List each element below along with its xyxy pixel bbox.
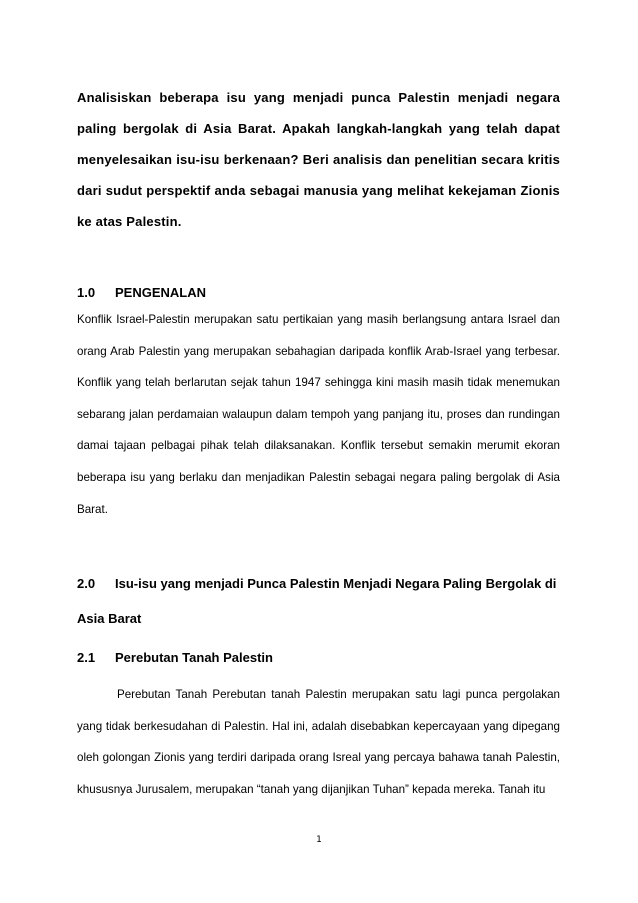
assignment-question: Analisiskan beberapa isu yang menjadi punca Palestin menjadi negara paling bergolak di Asia Barat. Apakah langkah-langkah yang telah dapat menyelesaikan isu-isu berkenaan? Beri analisis dan penelitian secara kritis dari sudut perspektif anda sebagai manusia yang melihat kekejaman Zionis ke atas Palestin. (77, 90, 560, 229)
paragraph-pengenalan: Konflik Israel-Palestin merupakan satu pertikaian yang masih berlangsung antara Israel dan orang Arab Palestin yang merupakan sebahagian daripada konflik Arab-Israel yang terbesar. Konflik yang telah berlarutan sejak tahun 1947 sehingga kini masih masih tidak menemukan sebarang jalan perdamaian walaupun dalam tempoh yang panjang itu, proses dan rundingan damai tajaan pelbagai pihak telah dilaksanakan. Konflik tersebut semakin merumit ekoran beberapa isu yang berlaku dan menjadikan Palestin sebagai negara paling bergolak di Asia Barat. (77, 313, 560, 516)
subsection-number: 2.1 (77, 650, 96, 665)
subsection-title: Perebutan Tanah Palestin (115, 650, 273, 665)
section-title: PENGENALAN (115, 285, 207, 300)
section-number: 2.0 (77, 576, 96, 591)
section-title: Isu-isu yang menjadi Punca Palestin Menjadi Negara Paling Bergolak di Asia Barat (77, 576, 557, 626)
subsection-heading-perebutan-tanah (77, 650, 560, 665)
page-number: 1 (316, 835, 322, 845)
section-heading-isu-isu (77, 566, 560, 636)
paragraph-perebutan-tanah: Perebutan Tanah Perebutan tanah Palestin merupakan satu lagi punca pergolakan yang tidak berkesudahan di Palestin. Hal ini, adalah disebabkan kepercayaan yang dipegang oleh golongan Zionis yang terdiri daripada orang Isreal yang percaya bahawa tanah Palestin, khususnya Jurusalem, merupakan “tanah yang dijanjikan Tuhan” kepada mereka. Tanah itu (77, 688, 560, 796)
section-heading-pengenalan (77, 285, 560, 300)
section-number: 1.0 (77, 285, 96, 300)
